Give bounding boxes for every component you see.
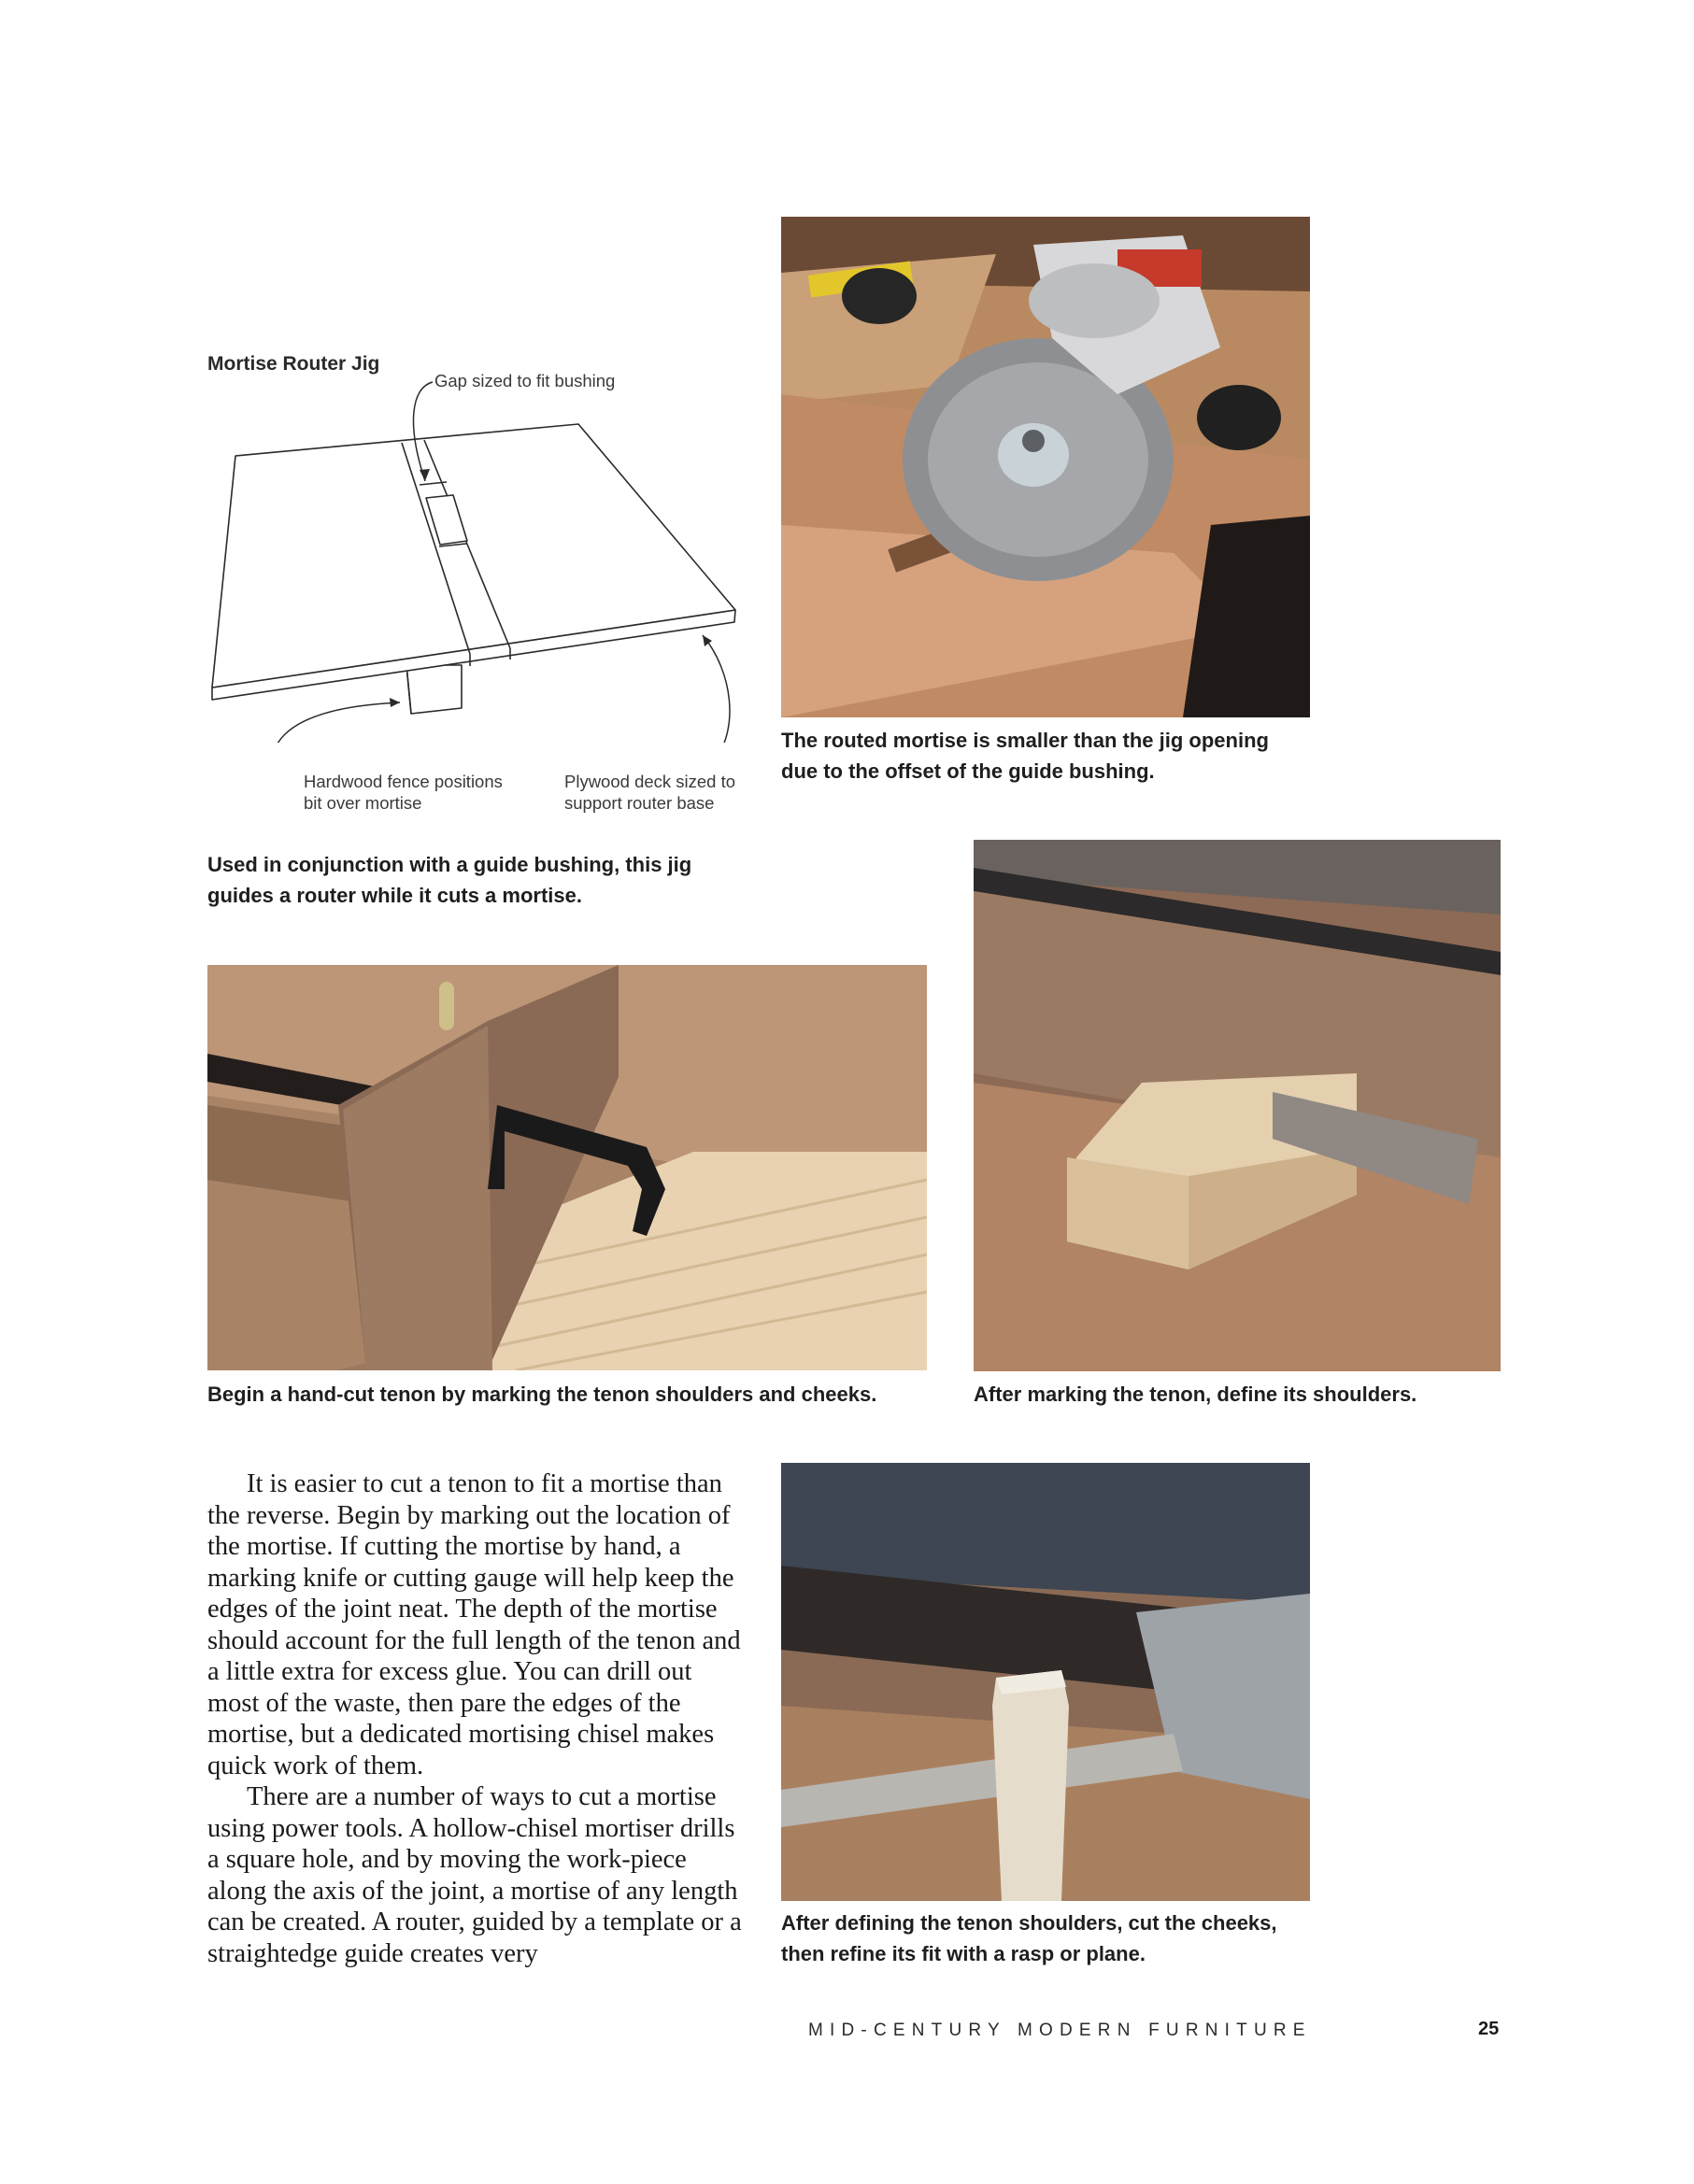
photo-router-on-jig xyxy=(781,217,1310,717)
mortise-jig-diagram xyxy=(201,360,752,743)
callout-deck-line1: Plywood deck sized to xyxy=(564,772,736,791)
diagram-title: Mortise Router Jig xyxy=(207,353,380,375)
caption-cheeks-line2: then refine its fit with a rasp or plane. xyxy=(781,1942,1146,1965)
caption-tenon-marking: Begin a hand-cut tenon by marking the tenon shoulders and cheeks. xyxy=(207,1383,877,1406)
body-paragraph-1: It is easier to cut a tenon to fit a mortise than the reverse. Begin by marking out the location of the mortise. If cutting the mortise by hand, a marking knife or cutting gauge will help keep the edges of the joint neat. The depth of the mortise should account for the full length of the tenon and a little extra for excess glue. You can drill out most of the waste, then pare the edges of the mortise, but a dedicated mortising chisel makes quick work of them. xyxy=(207,1469,741,1780)
callout-fence xyxy=(304,771,537,814)
hardwood-fence xyxy=(406,665,462,714)
callout-deck xyxy=(564,771,775,814)
caption-router-line2: due to the offset of the guide bushing. xyxy=(781,759,1155,783)
callout-fence-line1: Hardwood fence positions xyxy=(304,772,503,791)
deck-leader xyxy=(703,635,730,743)
caption-cheeks-line1: After defining the tenon shoulders, cut the cheeks, xyxy=(781,1911,1277,1935)
caption-cheeks xyxy=(781,1907,1304,1969)
photo-saw-shoulders xyxy=(974,840,1501,1371)
caption-jig-line2: guides a router while it cuts a mortise. xyxy=(207,884,582,907)
fence-leader xyxy=(271,702,400,743)
caption-jig-line1: Used in conjunction with a guide bushing, this jig xyxy=(207,853,692,876)
callout-fence-line2: bit over mortise xyxy=(304,793,422,813)
body-paragraph-2: There are a number of ways to cut a mortise using power tools. A hollow-chisel mortiser drills a square hole, and by moving the work-piece along the axis of the joint, a mortise of any length can be created. A router, guided by a template or a straightedge guide creates very xyxy=(207,1782,742,1968)
callout-gap: Gap sized to fit bushing xyxy=(434,371,616,390)
caption-router-line1: The routed mortise is smaller than the jig opening xyxy=(781,729,1269,752)
running-head: MID-CENTURY MODERN FURNITURE xyxy=(808,2021,1312,2040)
photo-cutting-cheeks xyxy=(781,1463,1310,1901)
photo-marking-gauge xyxy=(207,965,927,1370)
caption-router xyxy=(781,725,1304,787)
callout-deck-line2: support router base xyxy=(564,793,715,813)
caption-shoulders: After marking the tenon, define its shoulders. xyxy=(974,1383,1417,1406)
caption-jig xyxy=(207,849,731,911)
body-text xyxy=(207,1468,745,1969)
page-number: 25 xyxy=(1478,2019,1500,2039)
plywood-deck xyxy=(212,424,735,688)
